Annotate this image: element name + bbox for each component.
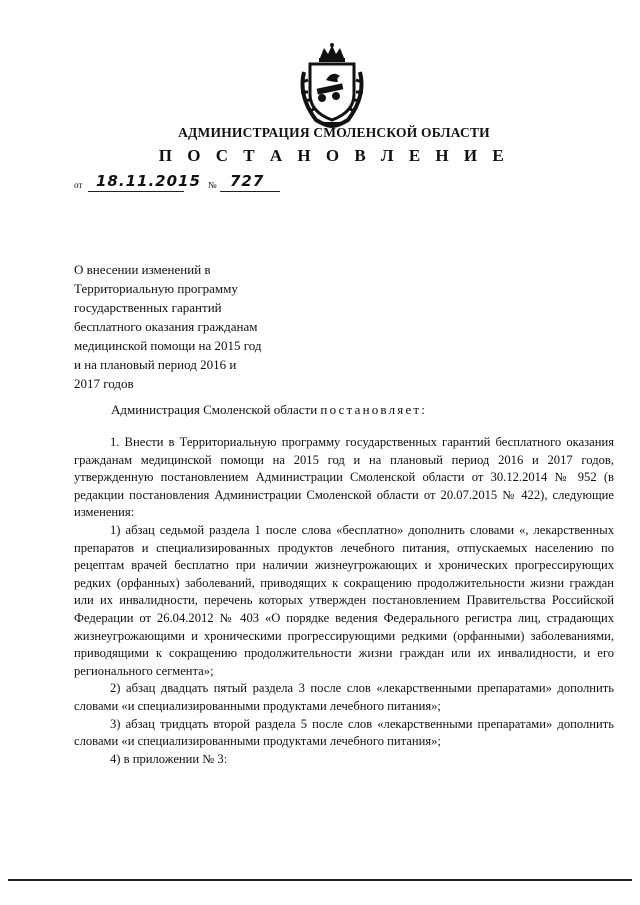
coat-of-arms-icon <box>296 42 368 128</box>
subject-line: 2017 годов <box>74 376 134 391</box>
date-value: 18.11.2015 <box>96 172 201 190</box>
paragraph-5: 4) в приложении № 3: <box>110 751 228 766</box>
paragraph-2: 1) абзац седьмой раздела 1 после слова «бесплатно» дополнить словами «, лекарственных препаратов и специализированных продуктов лечебного питания, отпускаемых населению по рецептам врачей бесплатно при наличии жизнеугрожающих и хронических прогрессирующих редких (орфанных) заболеваний, приводящих к сокращению продолжительности жизни граждан или их инвалидности, перечень которых утвержден постановлением Правительства Российской Федерации от 26.04.2012 № 403 «О порядке ведения Федерального регистра лиц, страдающих жизнеугрожающими и хроническими прогрессирующими редкими (орфанными) заболеваниями, приводящими к сокращению продолжительности жизни граждан или их инвалидности, и его регионального сегмента»; <box>74 522 614 678</box>
paragraph-4: 3) абзац тридцать второй раздела 5 после слов «лекарственными препаратами» дополнить словами «и специализированными продуктами лечебного питания»; <box>74 716 614 749</box>
page-bottom-rule <box>8 879 632 881</box>
subject-line: бесплатного оказания гражданам <box>74 319 258 334</box>
paragraph-3: 2) абзац двадцать пятый раздела 3 после слов «лекарственными препаратами» дополнить словами «и специализированными продуктами лечебного питания»; <box>74 681 614 713</box>
document-type-title: П О С Т А Н О В Л Е Н И Е <box>158 146 510 165</box>
preamble-keyword: постановляет: <box>320 402 428 417</box>
date-label: от <box>74 180 83 190</box>
subject-line: государственных гарантий <box>74 300 222 315</box>
date-underline <box>88 191 184 192</box>
document-subject <box>74 260 319 393</box>
number-underline <box>220 191 280 192</box>
preamble-text: Администрация Смоленской области <box>111 402 318 417</box>
document-body <box>74 434 614 768</box>
preamble <box>111 402 427 418</box>
subject-line: О внесении изменений в <box>74 262 211 277</box>
subject-line: Территориальную программу <box>74 281 238 296</box>
subject-line: медицинской помощи на 2015 год <box>74 338 262 353</box>
subject-line: и на плановый период 2016 и <box>74 357 237 372</box>
organization-title: АДМИНИСТРАЦИЯ СМОЛЕНСКОЙ ОБЛАСТИ <box>178 125 490 140</box>
number-value: 727 <box>230 172 265 190</box>
paragraph-1: 1. Внести в Территориальную программу государственных гарантий бесплатного оказания гражданам медицинской помощи на 2015 год и на плановый период 2016 и 2017 годов, утвержденную постановлением Администрации Смоленской области от 30.12.2014 № 952 (в редакции постановления Администрации Смоленской области от 20.07.2015 № 422), следующие изменения: <box>74 435 614 520</box>
number-label: № <box>208 180 217 190</box>
